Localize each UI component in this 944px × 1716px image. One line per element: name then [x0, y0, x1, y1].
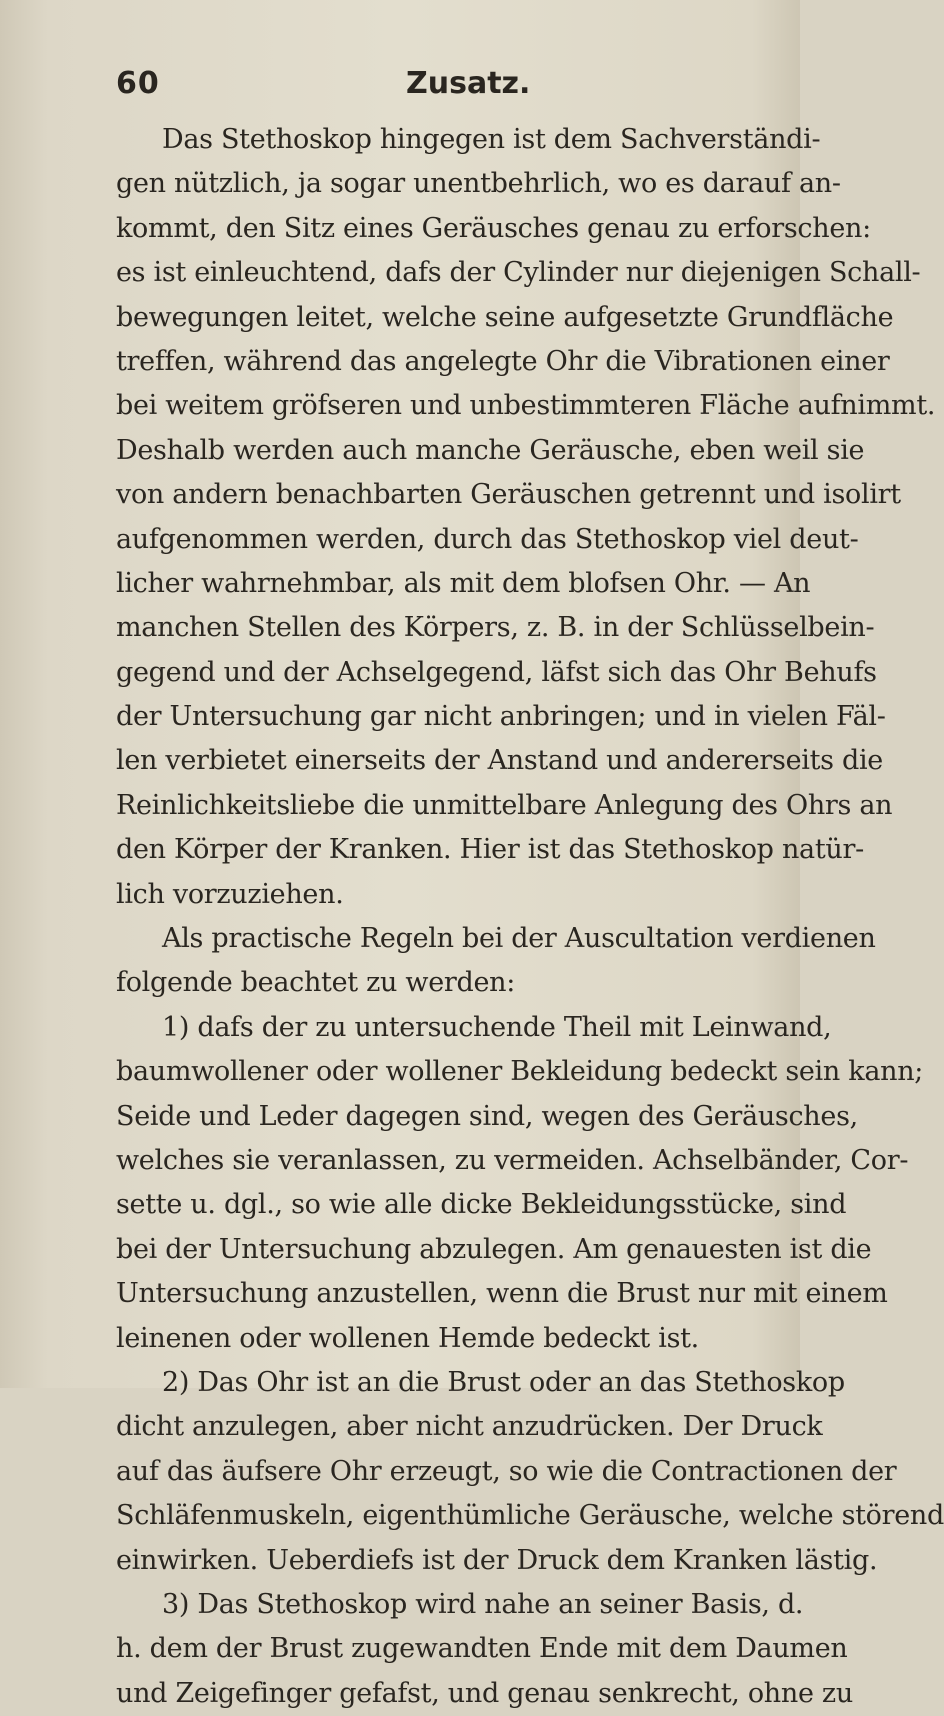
text-line: gegend und der Achselgegend, läfst sich das Ohr Behufs — [116, 656, 877, 688]
text-line: den Körper der Kranken. Hier ist das Stethoskop natür- — [116, 834, 864, 866]
text-line: bei der Untersuchung abzulegen. Am genauesten ist die — [116, 1233, 872, 1265]
text-line: 3) Das Stethoskop wird nahe an seiner Basis, d. — [162, 1588, 804, 1620]
running-head: Zusatz. — [406, 66, 531, 101]
text-line: sette u. dgl., so wie alle dicke Bekleidungsstücke, sind — [116, 1189, 847, 1221]
text-line: bewegungen leitet, welche seine aufgesetzte Grundfläche — [116, 301, 894, 333]
text-line: es ist einleuchtend, dafs der Cylinder nur diejenigen Schall- — [116, 257, 921, 289]
text-line: bei weitem gröfseren und unbestimmteren Fläche aufnimmt. — [116, 390, 936, 422]
text-line: folgende beachtet zu werden: — [116, 967, 516, 999]
text-line: Als practische Regeln bei der Auscultation verdienen — [162, 923, 876, 955]
text-line: der Untersuchung gar nicht anbringen; und in vielen Fäl- — [116, 701, 886, 733]
text-line: einwirken. Ueberdiefs ist der Druck dem Kranken lästig. — [116, 1544, 878, 1576]
body-text — [116, 118, 944, 1716]
text-line: 2) Das Ohr ist an die Brust oder an das Stethoskop — [162, 1366, 845, 1398]
text-line: leinenen oder wollenen Hemde bedeckt ist. — [116, 1322, 699, 1354]
text-line: 1) dafs der zu untersuchende Theil mit Leinwand, — [162, 1011, 832, 1043]
text-line: Seide und Leder dagegen sind, wegen des Geräusches, — [116, 1100, 858, 1132]
text-line: Schläfenmuskeln, eigenthümliche Geräusche, welche störend — [116, 1500, 944, 1532]
text-line: licher wahrnehmbar, als mit dem blofsen Ohr. — An — [116, 567, 811, 599]
text-line: Das Stethoskop hingegen ist dem Sachverständi- — [162, 124, 821, 155]
text-line: dicht anzulegen, aber nicht anzudrücken. Der Druck — [116, 1411, 823, 1443]
text-line: treffen, während das angelegte Ohr die Vibrationen einer — [116, 345, 890, 377]
text-line: gen nützlich, ja sogar unentbehrlich, wo es darauf an- — [116, 168, 841, 200]
text-line: len verbietet einerseits der Anstand und andererseits die — [116, 745, 883, 777]
text-line: manchen Stellen des Körpers, z. B. in der Schlüsselbein- — [116, 612, 875, 644]
text-line: h. dem der Brust zugewandten Ende mit dem Daumen — [116, 1633, 848, 1665]
text-line: kommt, den Sitz eines Geräusches genau zu erforschen: — [116, 212, 871, 244]
text-line: baumwollener oder wollener Bekleidung bedeckt sein kann; — [116, 1056, 924, 1088]
text-line: aufgenommen werden, durch das Stethoskop viel deut- — [116, 523, 859, 555]
text-line: Reinlichkeitsliebe die unmittelbare Anlegung des Ohrs an — [116, 789, 893, 821]
text-line: Deshalb werden auch manche Geräusche, eben weil sie — [116, 434, 865, 466]
page-number: 60 — [116, 66, 160, 101]
text-line: auf das äufsere Ohr erzeugt, so wie die Contractionen der — [116, 1455, 897, 1487]
text-line: und Zeigefinger gefafst, und genau senkrecht, ohne zu — [116, 1677, 853, 1709]
text-line: Untersuchung anzustellen, wenn die Brust nur mit einem — [116, 1278, 888, 1310]
text-line: lich vorzuziehen. — [116, 878, 344, 910]
text-line: welches sie veranlassen, zu vermeiden. Achselbänder, Cor- — [116, 1144, 909, 1176]
page-header — [116, 66, 716, 106]
text-line: von andern benachbarten Geräuschen getrennt und isolirt — [116, 479, 901, 511]
